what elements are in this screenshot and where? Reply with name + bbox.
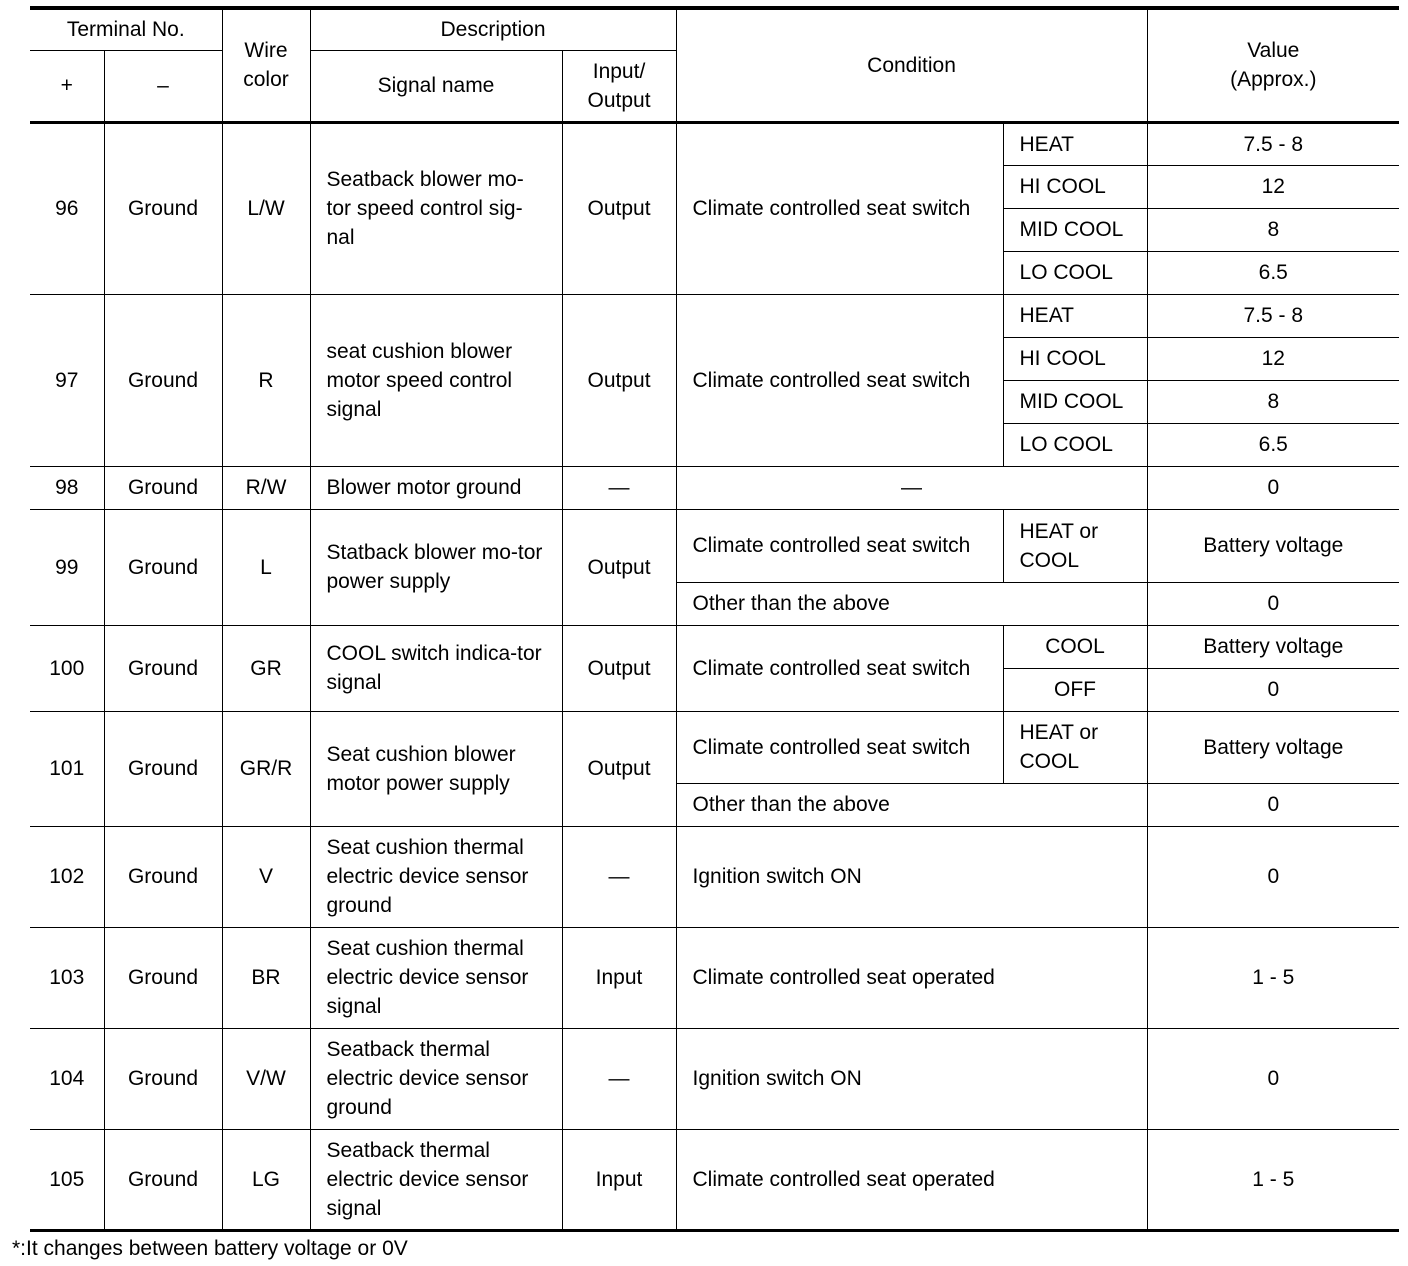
terminal-minus: Ground	[104, 927, 222, 1028]
value: 7.5 - 8	[1147, 122, 1399, 165]
sub-condition: LO COOL	[1003, 423, 1147, 466]
terminal-plus: 96	[30, 122, 104, 294]
wire-color: R	[222, 294, 310, 466]
value: 1 - 5	[1147, 1129, 1399, 1230]
condition: Climate controlled seat switch	[676, 509, 1003, 582]
wire-color: R/W	[222, 466, 310, 509]
header-value: Value (Approx.)	[1147, 8, 1399, 122]
value: 0	[1147, 783, 1399, 826]
condition: Climate controlled seat switch	[676, 711, 1003, 783]
wire-color: GR/R	[222, 711, 310, 826]
terminal-minus: Ground	[104, 122, 222, 294]
input-output: —	[562, 1028, 676, 1129]
terminal-plus: 103	[30, 927, 104, 1028]
signal-name: COOL switch indica-tor signal	[310, 625, 562, 711]
terminal-minus: Ground	[104, 1129, 222, 1230]
signal-name: Statback blower mo-tor power supply	[310, 509, 562, 625]
terminal-plus: 100	[30, 625, 104, 711]
value: Battery voltage	[1147, 509, 1399, 582]
wire-color: L/W	[222, 122, 310, 294]
header-terminal-no: Terminal No.	[30, 8, 222, 50]
input-output: Input	[562, 927, 676, 1028]
wire-color: V/W	[222, 1028, 310, 1129]
header-description: Description	[310, 8, 676, 50]
value: 12	[1147, 337, 1399, 380]
wire-color: BR	[222, 927, 310, 1028]
header-condition: Condition	[676, 8, 1147, 122]
value: Battery voltage	[1147, 711, 1399, 783]
input-output: —	[562, 466, 676, 509]
input-output: Output	[562, 711, 676, 826]
value: 7.5 - 8	[1147, 294, 1399, 337]
sub-condition: HEAT or COOL	[1003, 509, 1147, 582]
input-output: Input	[562, 1129, 676, 1230]
wire-color: LG	[222, 1129, 310, 1230]
input-output: Output	[562, 294, 676, 466]
terminal-minus: Ground	[104, 294, 222, 466]
terminal-plus: 102	[30, 826, 104, 927]
input-output: Output	[562, 625, 676, 711]
value: 0	[1147, 826, 1399, 927]
value: 8	[1147, 208, 1399, 251]
header-wire-color: Wire color	[222, 8, 310, 122]
terminal-minus: Ground	[104, 509, 222, 625]
header-minus: –	[104, 50, 222, 122]
sub-condition: COOL	[1003, 625, 1147, 668]
wire-color: GR	[222, 625, 310, 711]
value: 6.5	[1147, 423, 1399, 466]
terminal-plus: 101	[30, 711, 104, 826]
value: 0	[1147, 668, 1399, 711]
condition: Ignition switch ON	[676, 826, 1147, 927]
terminal-plus: 98	[30, 466, 104, 509]
terminal-table	[30, 6, 1399, 1232]
sub-condition: HI COOL	[1003, 165, 1147, 208]
header-plus: +	[30, 50, 104, 122]
wire-color: V	[222, 826, 310, 927]
condition: Climate controlled seat switch	[676, 122, 1003, 294]
input-output: Output	[562, 122, 676, 294]
sub-condition: MID COOL	[1003, 208, 1147, 251]
sub-condition: LO COOL	[1003, 251, 1147, 294]
terminal-minus: Ground	[104, 625, 222, 711]
sub-condition: HEAT or COOL	[1003, 711, 1147, 783]
signal-name: Seatback thermal electric device sensor ground	[310, 1028, 562, 1129]
value: 12	[1147, 165, 1399, 208]
value: 0	[1147, 466, 1399, 509]
header-input-output: Input/ Output	[562, 50, 676, 122]
value: 8	[1147, 380, 1399, 423]
value: Battery voltage	[1147, 625, 1399, 668]
signal-name: Seat cushion thermal electric device sensor ground	[310, 826, 562, 927]
wire-color: L	[222, 509, 310, 625]
terminal-minus: Ground	[104, 1028, 222, 1129]
signal-name: seat cushion blower motor speed control signal	[310, 294, 562, 466]
condition-other: Other than the above	[676, 783, 1147, 826]
signal-name: Seatback thermal electric device sensor signal	[310, 1129, 562, 1230]
condition-other: Other than the above	[676, 582, 1147, 625]
signal-name: Blower motor ground	[310, 466, 562, 509]
condition: Climate controlled seat switch	[676, 625, 1003, 711]
value: 6.5	[1147, 251, 1399, 294]
input-output: —	[562, 826, 676, 927]
signal-name: Seatback blower mo-tor speed control sig-nal	[310, 122, 562, 294]
signal-name: Seat cushion blower motor power supply	[310, 711, 562, 826]
terminal-minus: Ground	[104, 466, 222, 509]
value: 1 - 5	[1147, 927, 1399, 1028]
condition: Climate controlled seat operated	[676, 1129, 1147, 1230]
terminal-plus: 99	[30, 509, 104, 625]
sub-condition: HI COOL	[1003, 337, 1147, 380]
signal-name: Seat cushion thermal electric device sensor signal	[310, 927, 562, 1028]
sub-condition: MID COOL	[1003, 380, 1147, 423]
terminal-plus: 104	[30, 1028, 104, 1129]
footnote: *:It changes between battery voltage or 0V	[12, 1237, 408, 1260]
value: 0	[1147, 1028, 1399, 1129]
condition: Climate controlled seat switch	[676, 294, 1003, 466]
condition: Climate controlled seat operated	[676, 927, 1147, 1028]
sub-condition: HEAT	[1003, 122, 1147, 165]
terminal-plus: 97	[30, 294, 104, 466]
terminal-minus: Ground	[104, 711, 222, 826]
header-signal-name: Signal name	[310, 50, 562, 122]
sub-condition: OFF	[1003, 668, 1147, 711]
sub-condition: HEAT	[1003, 294, 1147, 337]
condition: —	[676, 466, 1147, 509]
condition: Ignition switch ON	[676, 1028, 1147, 1129]
input-output: Output	[562, 509, 676, 625]
terminal-plus: 105	[30, 1129, 104, 1230]
value: 0	[1147, 582, 1399, 625]
terminal-minus: Ground	[104, 826, 222, 927]
